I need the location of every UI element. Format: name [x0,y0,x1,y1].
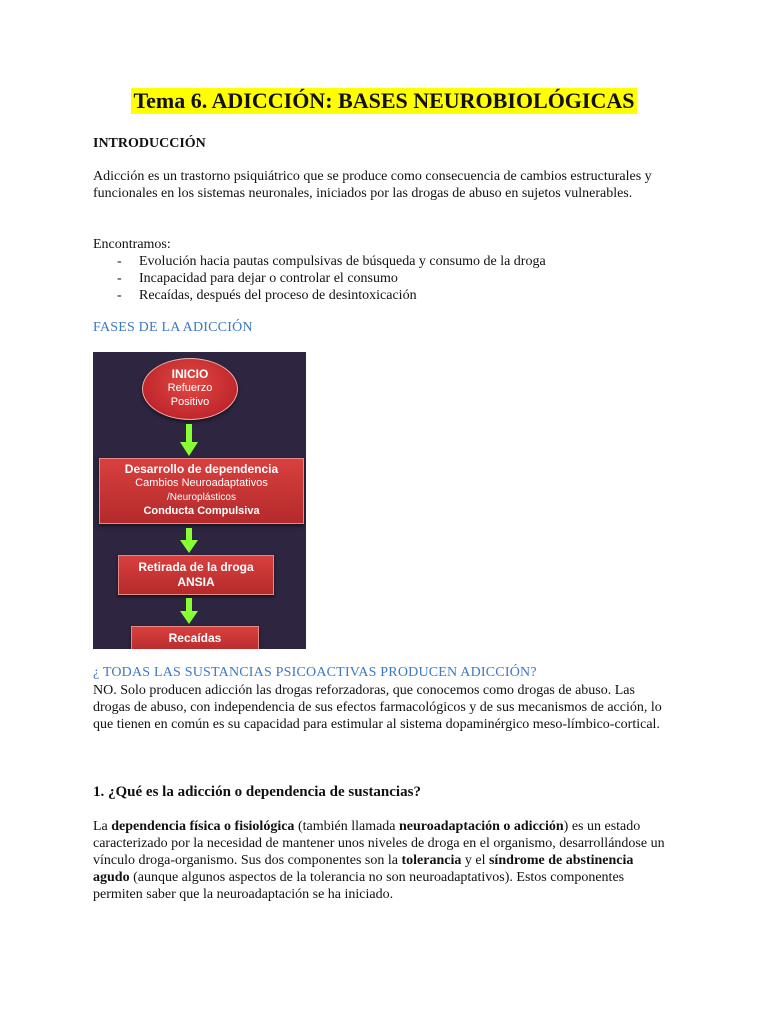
sustancias-paragraph: NO. Solo producen adicción las drogas reforzadoras, que conocemos como drogas de abuso. Las drogas de abuso, con independencia de sus efectos farmacológicos y de sus mecanismos de acción, lo que tienen en común es su capacidad para estimular al sistema dopaminérgico meso-límbico-cortical. [93,683,662,732]
refuerzo-label: Refuerzo [167,382,213,394]
neuroplasticos-label: /Neuroplásticos [167,492,236,503]
recaidas-label: Recaídas [168,631,222,645]
recaidas-node [131,626,259,649]
list-item: - Recaídas, después del proceso de desintoxicación [93,287,673,304]
bold-term: dependencia física o fisiológica [111,819,295,834]
bold-term: neuroadaptación o adicción [399,819,564,834]
down-arrow-icon [179,528,199,554]
section-1-heading: 1. ¿Qué es la adicción o dependencia de sustancias? [93,784,421,800]
desarrollo-node [99,458,304,524]
text-run: y el [461,853,489,868]
bold-term: síndrome de abstinencia agudo [93,853,634,885]
intro-paragraph: Adicción es un trastorno psiquiátrico que se produce como consecuencia de cambios estructurales y funcionales en los sistemas neuronales, iniciados por las drogas de abuso en sujetos vulnerables. [93,169,652,201]
ansia-label: ANSIA [177,575,215,589]
bold-term: tolerancia [401,853,462,868]
dependencia-paragraph [93,818,673,903]
inicio-label: INICIO [171,367,209,381]
conducta-label: Conducta Compulsiva [143,505,260,517]
list-item: - Incapacidad para dejar o controlar el consumo [93,270,673,287]
down-arrow-icon [179,598,199,625]
title-wrap [0,88,768,114]
addiction-phases-diagram [93,352,306,649]
inicio-node [142,358,238,420]
text-run: (también llamada [294,819,400,834]
text-run: La [93,819,112,834]
fases-heading: FASES DE LA ADICCIÓN [93,320,253,335]
down-arrow-icon [179,424,199,458]
retirada-title: Retirada de la droga [138,560,254,574]
text-run: ) es un estado caracterizado por la necesidad de mantener unos niveles de droga en el organismo, desarrollándose un vínculo droga-organismo. Sus dos componentes son la [93,819,665,868]
page-title: Tema 6. ADICCIÓN: BASES NEUROBIOLÓGICAS [133,88,635,113]
desarrollo-title: Desarrollo de dependencia [124,462,279,476]
text-run: (aunque algunos aspectos de la tolerancia no son neuroadaptativos). Estos componentes permiten saber que la neuroadaptación se ha iniciado. [93,870,625,902]
intro-bullet-list [93,253,673,304]
encontramos-label: Encontramos: [93,237,171,252]
cambios-label: Cambios Neuroadaptativos [135,477,268,489]
sustancias-heading: ¿ TODAS LAS SUSTANCIAS PSICOACTIVAS PRODUCEN ADICCIÓN? [93,665,537,680]
positivo-label: Positivo [170,396,210,408]
list-item: - Evolución hacia pautas compulsivas de búsqueda y consumo de la droga [93,253,673,270]
intro-heading: INTRODUCCIÓN [93,136,206,151]
retirada-node [118,555,274,595]
